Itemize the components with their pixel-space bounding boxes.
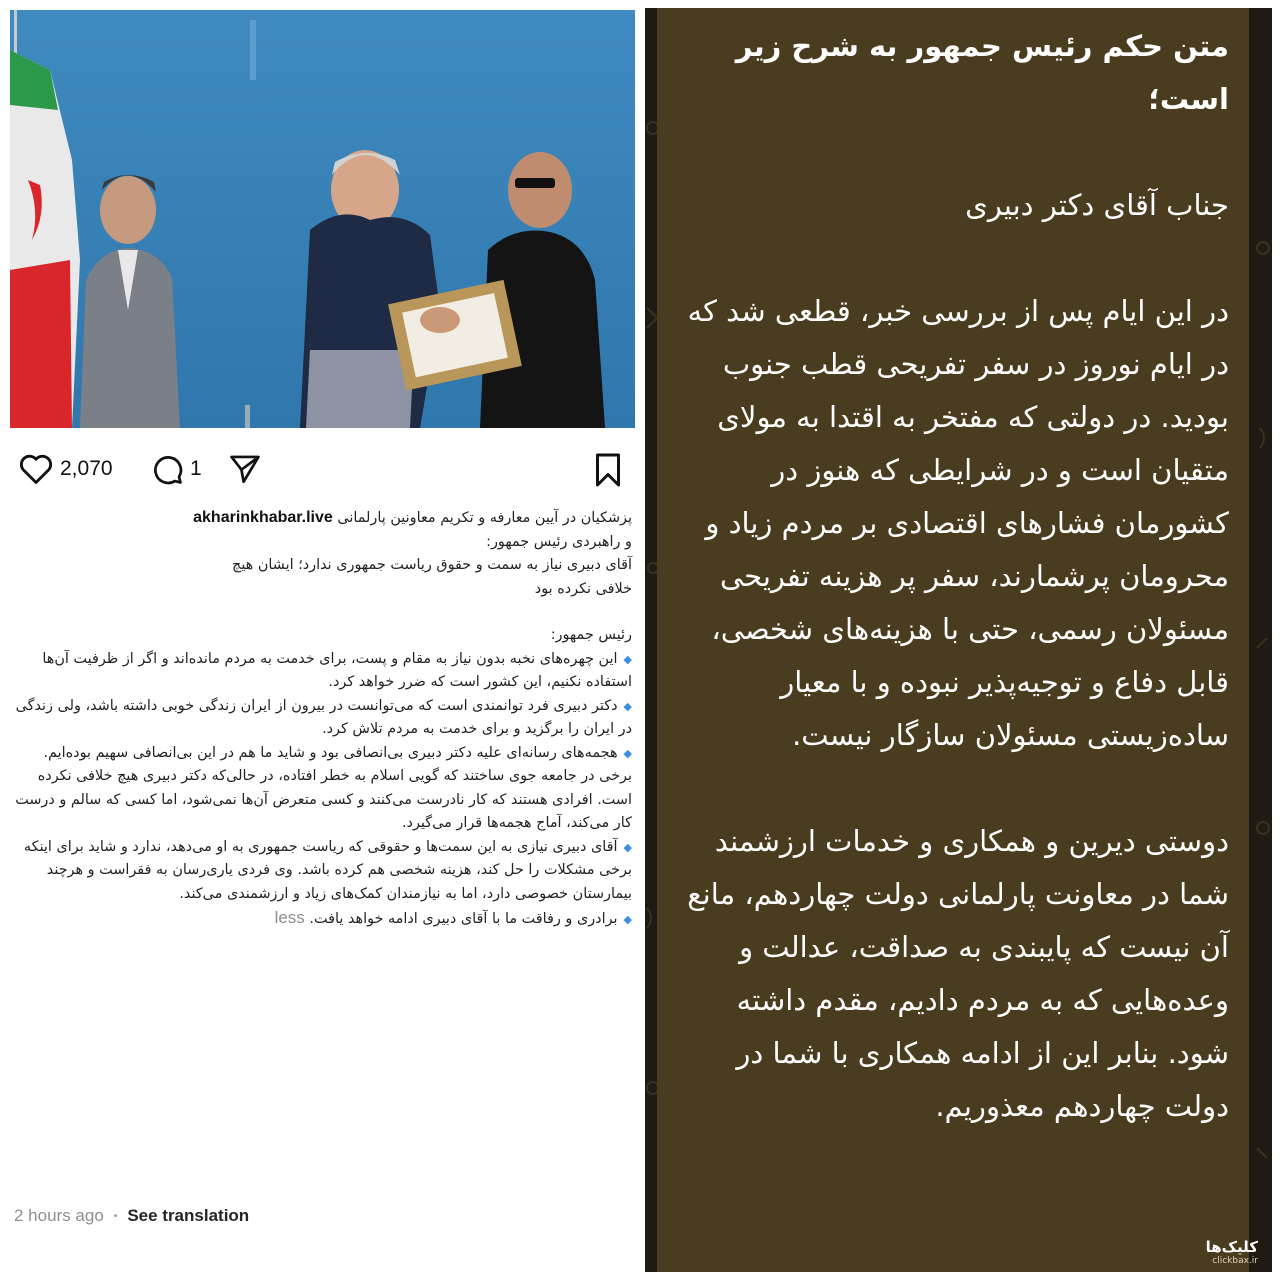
decree-title: متن حکم رئیس جمهور به شرح زیر است؛ xyxy=(735,29,1229,116)
caption-line-1: پزشکیان در آیین معارفه و تکریم معاونین پارلمانی xyxy=(337,510,632,526)
comment-icon[interactable] xyxy=(150,452,184,486)
watermark-name: کلیک‌ها xyxy=(1205,1238,1258,1256)
diamond-bullet-icon: ◆ xyxy=(623,699,632,713)
decree-paragraph-1: در این ایام پس از بررسی خبر، قطعی شد که در ایام نوروز در سفر تفریحی قطب جنوب بودید. در دولتی که مفتخر به اقتدا به مولای متقیان است و در شرایطی که هنوز در کشورمان فشارهای اقتصادی بر مردم زیاد و محرومان پرشمارند، سفر پر هزینه تفریحی مسئولان رسمی، حتی با هزینه‌های شخصی، قابل دفاع و توجیه‌پذیر نبوده و با معیار ساده‌زیستی مسئولان سازگار نیست. xyxy=(687,294,1229,752)
decree-text xyxy=(679,20,1229,1133)
like-action[interactable] xyxy=(18,452,113,486)
diamond-bullet-icon: ◆ xyxy=(623,840,632,854)
username-link[interactable]: akharinkhabar.live xyxy=(193,509,333,526)
photo-illustration xyxy=(10,10,635,428)
diamond-bullet-icon: ◆ xyxy=(623,913,632,926)
decree-panel xyxy=(645,8,1272,1272)
caption-line-3: آقای دبیری نیاز به سمت و حقوق ریاست جمهوری ندارد؛ ایشان هیچ xyxy=(232,557,632,573)
like-count: 2,070 xyxy=(60,457,113,480)
post-photo[interactable] xyxy=(10,10,635,428)
post-actions xyxy=(10,440,635,500)
send-icon[interactable] xyxy=(228,452,262,486)
caption-section-label: رئیس جمهور: xyxy=(550,627,632,643)
meta-separator: • xyxy=(113,1210,118,1222)
comment-action[interactable] xyxy=(150,452,202,486)
decree-salutation: جناب آقای دکتر دبیری xyxy=(965,188,1229,222)
post-meta xyxy=(14,1206,249,1226)
caption-bullet: ◆برادری و رفاقت ما با آقای دبیری ادامه خواهد یافت. less xyxy=(274,908,632,927)
caption-bullet: ◆آقای دبیری نیازی به این سمت‌ها و حقوقی که ریاست جمهوری به او می‌دهد، ندارد و شاید برای اینکه برخی مشکلات را حل کند، هزینه شخصی هم کرده باشد. وی فردی یاری‌رسان به فقراست و هرچند بیمارستان خصوصی دارد، اما به نیازمندان کمک‌های زیاد و ارزشمندی می‌کند. xyxy=(23,838,632,902)
diamond-bullet-icon: ◆ xyxy=(623,746,632,760)
less-link[interactable]: less xyxy=(274,908,305,927)
post-caption xyxy=(14,506,632,932)
caption-line-2: و راهبردی رئیس جمهور: xyxy=(486,533,632,550)
caption-bullet: ◆هجمه‌های رسانه‌ای علیه دکتر دبیری بی‌انصافی بود و شاید ما هم در این بی‌انصافی سهیم بوده‌ایم. برخی در جامعه جوی ساختند که گویی اسلام به خطر افتاده، در حالی‌که دکتر دبیری هیچ خلافی نکرده است. افرادی هستند که کار نادرست می‌کنند و کسی متعرض آن‌ها نمی‌شود، اما کسی که سالم و درست کار می‌کند، آماج هجمه‌ها قرار می‌گیرد. xyxy=(15,744,632,831)
caption-bullet: ◆دکتر دبیری فرد توانمندی است که می‌توانست در بیرون از ایران زندگی خوبی داشته باشد، ولی زندگی در ایران را برگزید و برای خدمت به مردم تلاش کرد. xyxy=(15,697,632,737)
save-action[interactable] xyxy=(593,452,623,488)
bookmark-icon[interactable] xyxy=(593,452,623,488)
caption-line-4: خلافی نکرده بود xyxy=(534,580,632,597)
watermark xyxy=(1206,1238,1258,1266)
decree-paragraph-2: دوستی دیرین و همکاری و خدمات ارزشمند شما در معاونت پارلمانی دولت چهاردهم، مانع آن نیست که پایبندی به صداقت، عدالت و وعده‌هایی که به مردم دادیم، مقدم داشته شود. بنابر این از ادامه همکاری با شما در دولت چهاردهم معذوریم. xyxy=(687,824,1229,1123)
caption-first-line xyxy=(14,506,632,531)
post-time: 2 hours ago xyxy=(14,1206,104,1225)
diamond-bullet-icon: ◆ xyxy=(623,652,632,666)
heart-icon[interactable] xyxy=(18,452,54,486)
comment-count: 1 xyxy=(190,457,202,480)
watermark-url: clickbax.ir xyxy=(1212,1256,1258,1266)
caption-bullet: ◆این چهره‌های نخبه بدون نیاز به مقام و پست، برای خدمت به مردم مانده‌اند و اگر از ظرفیت آن‌ها استفاده نکنیم، این کشور است که ضرر خواهد کرد. xyxy=(42,650,632,690)
see-translation-link[interactable]: See translation xyxy=(127,1206,250,1225)
decree-card xyxy=(657,8,1249,1272)
share-action[interactable] xyxy=(228,452,262,486)
